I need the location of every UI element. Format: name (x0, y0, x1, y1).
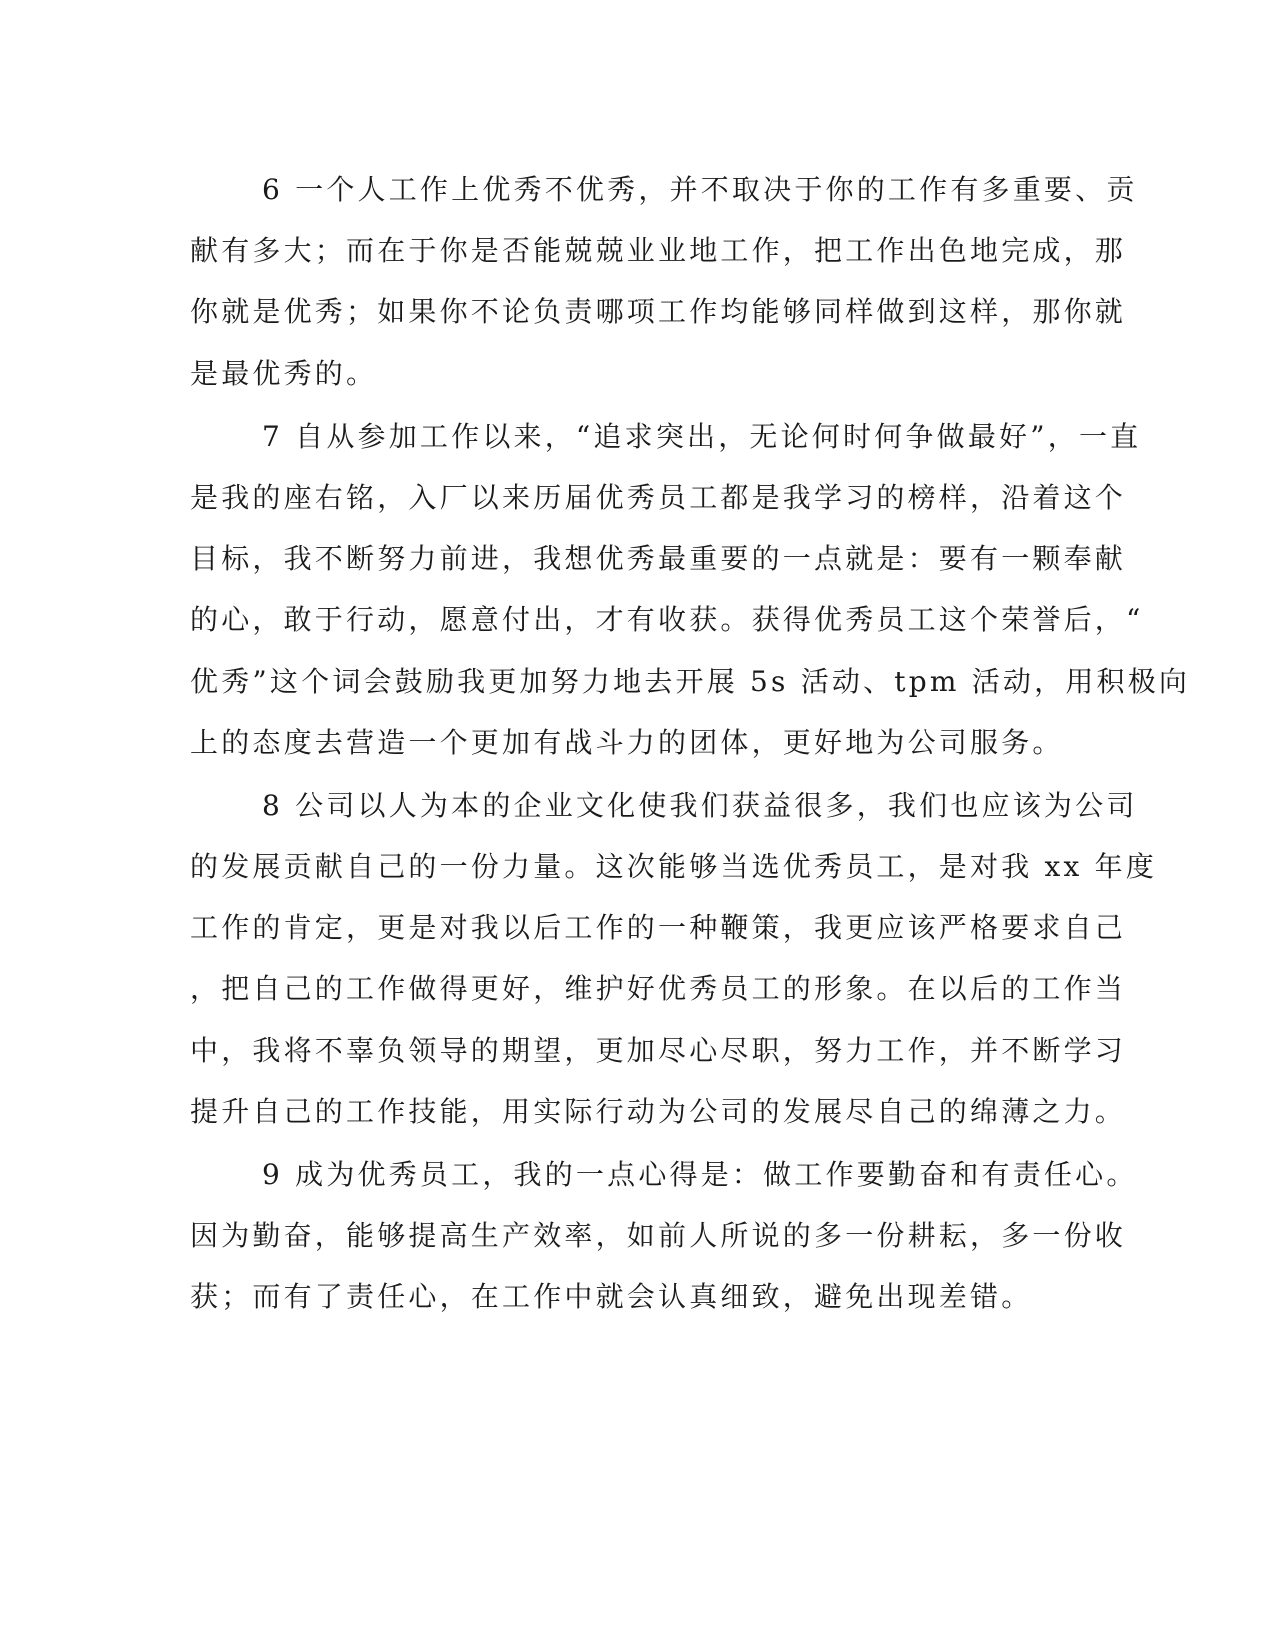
document-body (190, 159, 1191, 1330)
text-line: 工作的肯定，更是对我以后工作的一种鞭策，我更应该严格要求自己 (190, 911, 1127, 945)
paragraph-6 (190, 159, 1138, 404)
text-line: 的发展贡献自己的一份力量。这次能够当选优秀员工，是对我 xx 年度 (190, 850, 1157, 884)
paragraph-7 (190, 406, 1191, 773)
text-line: 中，我将不辜负领导的期望，更加尽心尽职，努力工作，并不断学习 (190, 1033, 1127, 1067)
text-line: 的心，敢于行动，愿意付出，才有收获。获得优秀员工这个荣誉后，“ (190, 603, 1144, 637)
text-line: 优秀”这个词会鼓励我更加努力地去开展 5s 活动、tpm 活动，用积极向 (190, 664, 1191, 698)
text-line: 6 一个人工作上优秀不优秀，并不取决于你的工作有多重要、贡 (262, 173, 1138, 206)
paragraph-8 (190, 775, 1157, 1142)
text-line: 9 成为优秀员工，我的一点心得是：做工作要勤奋和有责任心。 (262, 1158, 1138, 1191)
text-line: 目标，我不断努力前进，我想优秀最重要的一点就是：要有一颗奉献 (190, 542, 1127, 576)
text-line: 你就是优秀；如果你不论负责哪项工作均能够同样做到这样，那你就 (190, 295, 1127, 329)
text-line: 因为勤奋，能够提高生产效率，如前人所说的多一份耕耘，多一份收 (190, 1219, 1127, 1253)
text-line: 是最优秀的。 (190, 356, 378, 390)
text-line: 8 公司以人为本的企业文化使我们获益很多，我们也应该为公司 (262, 788, 1138, 822)
text-line: 获；而有了责任心，在工作中就会认真细致，避免出现差错。 (190, 1280, 1033, 1314)
text-line: ，把自己的工作做得更好，维护好优秀员工的形象。在以后的工作当 (190, 972, 1127, 1006)
text-line: 是我的座右铭，入厂以来历届优秀员工都是我学习的榜样，沿着这个 (190, 480, 1127, 514)
text-line: 7 自从参加工作以来，“追求突出，无论何时何争做最好”，一直 (262, 419, 1142, 453)
text-line: 提升自己的工作技能，用实际行动为公司的发展尽自己的绵薄之力。 (190, 1094, 1127, 1128)
text-line: 献有多大；而在于你是否能兢兢业业地工作，把工作出色地完成，那 (190, 234, 1127, 268)
paragraph-9 (190, 1144, 1138, 1328)
text-line: 上的态度去营造一个更加有战斗力的团体，更好地为公司服务。 (190, 725, 1064, 759)
